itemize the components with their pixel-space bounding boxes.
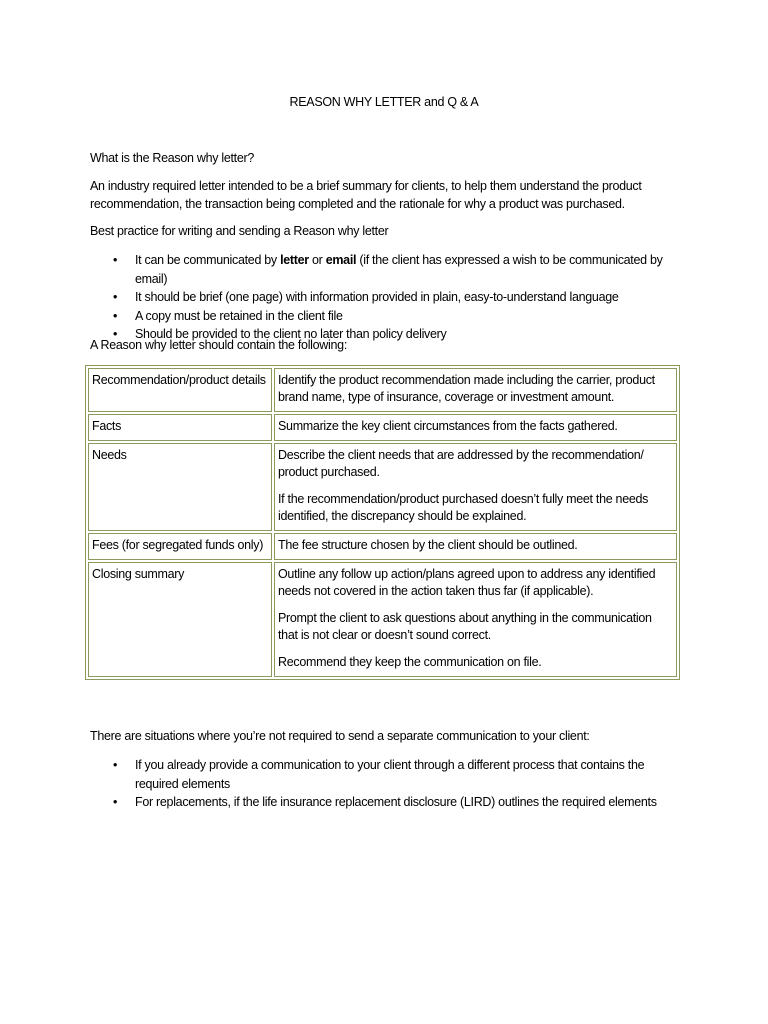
- document-title: REASON WHY LETTER and Q & A: [289, 95, 479, 109]
- letter-keyword: letter: [280, 253, 309, 267]
- exceptions-list: [90, 756, 675, 812]
- list-item-text: Should be provided to the client no later than policy delivery: [135, 327, 447, 341]
- best-practice-list: [90, 251, 675, 344]
- table-row-label: Needs: [88, 443, 272, 531]
- bullet-icon: •: [113, 327, 118, 341]
- table-row-description: Outline any follow up action/plans agreed upon to address any identified needs not covered in the action taken thus far (if applicable). Prompt the client to ask questions about anything in the communication that is not clear or doesn’t sound correct. Recommend they keep the communication on file.: [274, 562, 677, 677]
- email-keyword: email: [325, 253, 357, 267]
- list-item: [90, 307, 675, 326]
- table-row-label: Fees (for segregated funds only): [88, 533, 272, 560]
- table-row: [88, 533, 677, 560]
- table-row-label: Facts: [88, 414, 272, 441]
- table-row: [88, 562, 677, 677]
- requirements-table: [85, 365, 680, 680]
- list-item-text: It should be brief (one page) with information provided in plain, easy-to-understand language: [135, 290, 619, 304]
- table-row-description: Describe the client needs that are addressed by the recommendation/ product purchased. If the recommendation/product purchased doesn’t fully meet the needs identified, the discrepancy should be explained.: [274, 443, 677, 531]
- list-item: [90, 756, 675, 793]
- table-row-label: Recommendation/product details: [88, 368, 272, 412]
- list-item-text: If you already provide a communication to your client through a different process that contains the required elements: [135, 758, 645, 791]
- list-item-text: It can be communicated by letter or email (if the client has expressed a wish to be communicated by email): [135, 253, 663, 286]
- bullet-icon: •: [113, 253, 118, 267]
- bullet-icon: •: [113, 290, 118, 304]
- list-item: [90, 793, 675, 812]
- bullet-icon: •: [113, 795, 118, 809]
- list-item: [90, 251, 675, 288]
- bullet-icon: •: [113, 308, 118, 323]
- table-row: [88, 414, 677, 441]
- table-row: [88, 443, 677, 531]
- table-row-label: Closing summary: [88, 562, 272, 677]
- definition-paragraph: An industry required letter intended to be a brief summary for clients, to help them understand the product recommendation, the transaction being completed and the rationale for why a product was purchased.: [90, 179, 642, 211]
- section-heading-contents: A Reason why letter should contain the following:: [90, 338, 347, 352]
- section-heading-best-practice: Best practice for writing and sending a Reason why letter: [90, 224, 389, 238]
- table-row-description: Summarize the key client circumstances from the facts gathered.: [274, 414, 677, 441]
- bullet-icon: •: [113, 758, 118, 772]
- list-item: [90, 288, 675, 307]
- table-row-description: The fee structure chosen by the client should be outlined.: [274, 533, 677, 560]
- list-item-text: For replacements, if the life insurance replacement disclosure (LIRD) outlines the required elements: [135, 795, 657, 809]
- section-heading-what-is: What is the Reason why letter?: [90, 151, 254, 165]
- section-heading-exceptions: There are situations where you’re not required to send a separate communication to your client:: [90, 729, 590, 743]
- table-row: [88, 368, 677, 412]
- list-item-text: A copy must be retained in the client file: [135, 308, 343, 323]
- table-row-description: Identify the product recommendation made including the carrier, product brand name, type of insurance, coverage or investment amount.: [274, 368, 677, 412]
